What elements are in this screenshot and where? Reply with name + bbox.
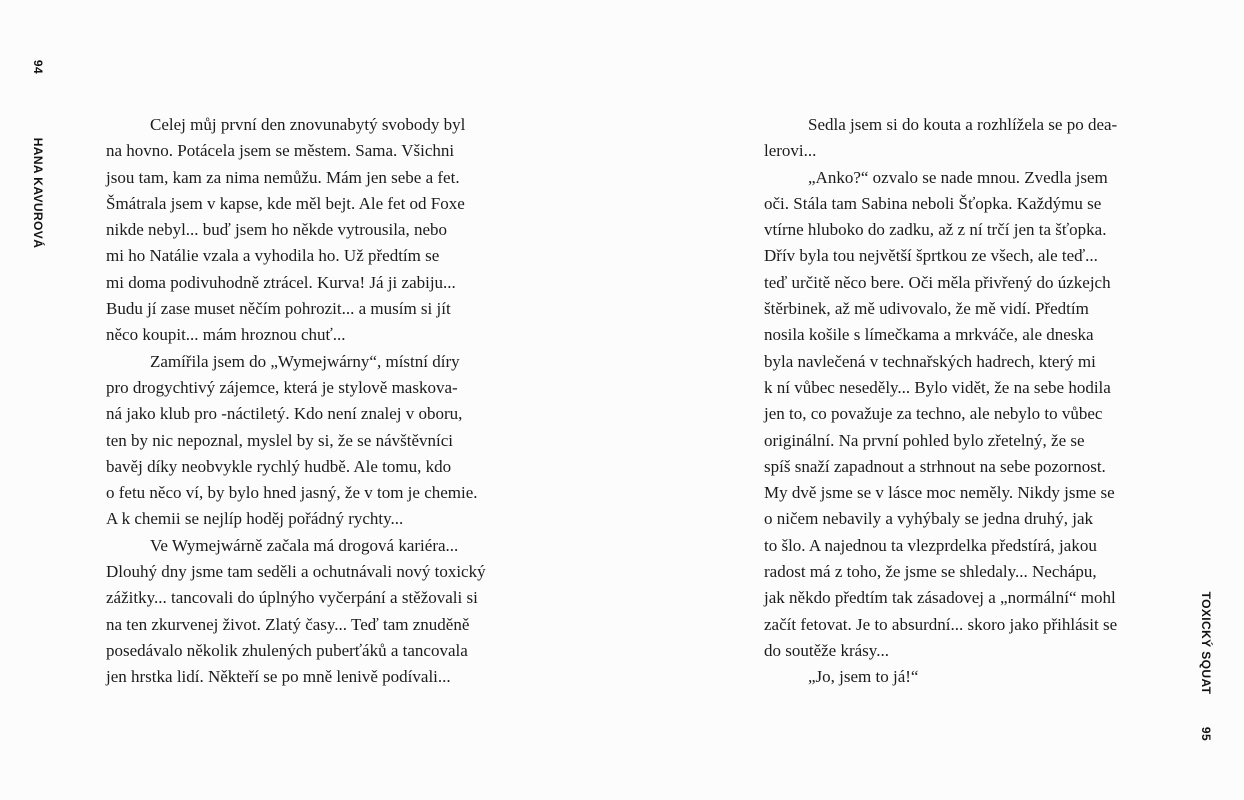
text-line: jen to, co považuje za techno, ale nebylo to vůbec	[764, 404, 1103, 424]
text-line: štěrbinek, až mě udivovalo, že mě vidí. Předtím	[764, 299, 1089, 319]
text-line: teď určitě něco bere. Oči měla přivřený do úzkejch	[764, 272, 1111, 292]
margin-book-title: TOXICKÝ SQUAT	[1199, 591, 1213, 695]
text-line: na hovno. Potácela jsem se městem. Sama. Všichni	[106, 141, 455, 161]
text-line: spíš snaží zapadnout a strhnout na sebe pozornost.	[764, 456, 1106, 476]
text-line: „Jo, jsem to já!“	[808, 667, 919, 687]
page-right-text	[764, 112, 1136, 691]
text-line: nosila košile s límečkama a mrkváče, ale dneska	[764, 325, 1094, 345]
text-line: mi ho Natálie vzala a vyhodila ho. Už předtím se	[106, 246, 440, 266]
text-line: My dvě jsme se v lásce moc neměly. Nikdy jsme se	[764, 483, 1115, 503]
text-line: na ten zkurvenej život. Zlatý časy... Teď tam znuděně	[106, 614, 470, 634]
text-line: originální. Na první pohled bylo zřetelný, že se	[764, 430, 1085, 450]
text-line: Budu jí zase muset něčím pohrozit... a musím si jít	[106, 299, 451, 319]
text-line: do soutěže krásy...	[764, 640, 889, 660]
text-line: zážitky... tancovali do úplnýho vyčerpání a stěžovali si	[106, 588, 478, 608]
text-line: Ve Wymejwárně začala má drogová kariéra...	[150, 535, 459, 555]
page-number-right: 95	[1199, 726, 1213, 742]
text-line: Dřív byla tou největší šprtkou ze všech, ale teď...	[764, 246, 1098, 266]
text-line: k ní vůbec neseděly... Bylo vidět, že na sebe hodila	[764, 377, 1111, 397]
text-line: byla navlečená v technařských hadrech, který mi	[764, 351, 1096, 371]
text-line: jen hrstka lidí. Někteří se po mně lenivě podívali...	[106, 667, 451, 687]
text-line: „Anko?“ ozvalo se nade mnou. Zvedla jsem	[808, 167, 1108, 187]
text-line: o fetu něco ví, by bylo hned jasný, že v tom je chemie.	[106, 483, 478, 503]
text-line: o ničem nebavily a vyhýbaly se jedna druhý, jak	[764, 509, 1094, 529]
page-number-left: 94	[31, 59, 45, 75]
text-line: Sedla jsem si do kouta a rozhlížela se po dea-	[808, 115, 1118, 134]
text-line: to šlo. A najednou ta vlezprdelka předstírá, jakou	[764, 535, 1097, 555]
text-line: něco koupit... mám hroznou chuť...	[106, 325, 346, 345]
text-line: jak někdo předtím tak zásadovej a „normální“ mohl	[764, 588, 1116, 608]
text-line: Zamířila jsem do „Wymejwárny“, místní díry	[150, 351, 460, 371]
text-line: Celej můj první den znovunabytý svobody byl	[150, 115, 466, 134]
text-line: posedávalo několik zhulených puberťáků a tancovala	[106, 640, 468, 660]
text-line: lerovi...	[764, 141, 817, 161]
text-line: A k chemii se nejlíp hoděj pořádný rychty...	[106, 509, 404, 529]
text-line: radost má z toho, že jsme se shledaly... Nechápu,	[764, 562, 1097, 582]
text-line: nikde nebyl... buď jsem ho někde vytrousila, nebo	[106, 220, 448, 240]
text-line: ten by nic nepoznal, myslel by si, že se návštěvníci	[106, 430, 453, 450]
page-left-text	[106, 112, 515, 691]
text-line: Dlouhý dny jsme tam seděli a ochutnávali nový toxický	[106, 562, 486, 582]
text-line: Šmátrala jsem v kapse, kde měl bejt. Ale fet od Foxe	[106, 193, 465, 213]
text-line: mi doma podivuhodně ztrácel. Kurva! Já ji zabiju...	[106, 272, 456, 292]
margin-author-name: HANA KAVUROVÁ	[31, 137, 45, 249]
text-line: bavěj díky neobvykle rychlý hudbě. Ale tomu, kdo	[106, 456, 452, 476]
text-line: vtírne hluboko do zadku, až z ní trčí jen ta šťopka.	[764, 220, 1107, 240]
text-line: ná jako klub pro -náctiletý. Kdo není znalej v oboru,	[106, 404, 463, 424]
text-line: začít fetovat. Je to absurdní... skoro jako přihlásit se	[764, 614, 1118, 634]
text-line: pro drogychtivý zájemce, která je stylově maskova-	[106, 377, 458, 397]
text-line: jsou tam, kam za nima nemůžu. Mám jen sebe a fet.	[106, 167, 460, 187]
text-line: oči. Stála tam Sabina neboli Šťopka. Každýmu se	[764, 193, 1102, 213]
